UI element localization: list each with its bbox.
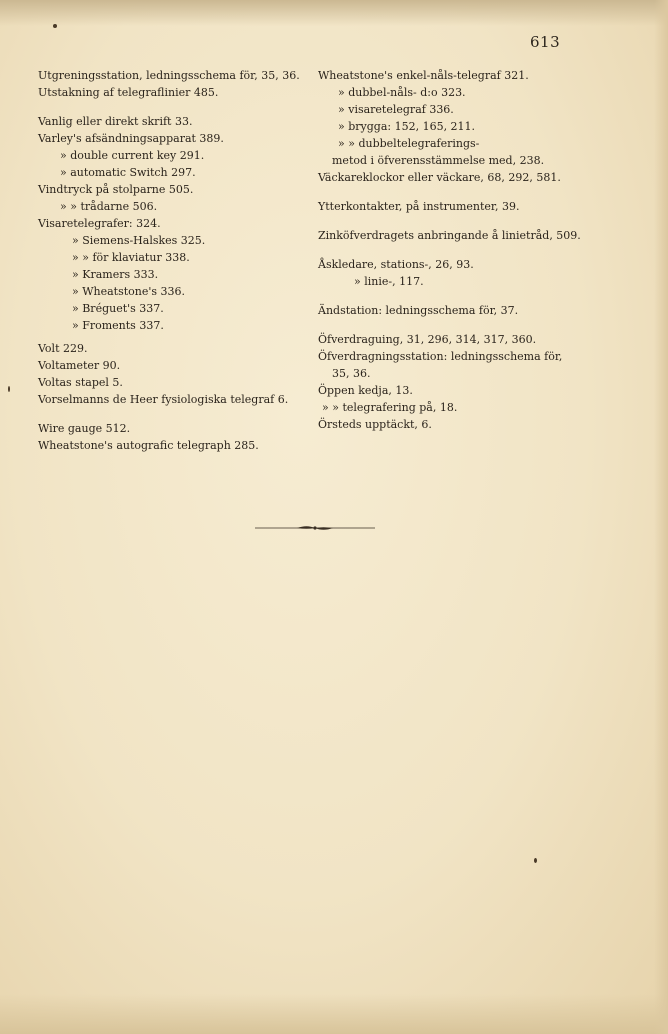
index-subentry: » Siemens-Halskes 325. [72, 234, 206, 247]
index-subentry: » » trådarne 506. [60, 200, 158, 213]
index-entry: Vanlig eller direkt skrift 33. [38, 115, 193, 128]
index-subentry: » linie-, 117. [354, 275, 424, 288]
index-entry: Varley's afsändningsapparat 389. [38, 132, 224, 145]
index-entry: Vindtryck på stolparne 505. [38, 183, 194, 196]
ink-spot [53, 24, 57, 28]
index-entry: Ytterkontakter, på instrumenter, 39. [318, 200, 520, 213]
index-entry: Vorselmanns de Heer fysiologiska telegraf 6. [38, 393, 289, 406]
index-subentry: » Froments 337. [72, 319, 164, 332]
index-entry: Visaretelegrafer: 324. [38, 217, 161, 230]
page-number: 613 [530, 33, 561, 51]
index-column-left [38, 67, 308, 454]
index-entry: Zinköfverdragets anbringande å linietråd, 509. [318, 229, 581, 242]
index-entry: Ändstation: ledningsschema för, 37. [318, 304, 519, 317]
index-entry: Utstakning af telegraflinier 485. [38, 86, 219, 99]
index-entry: Wheatstone's enkel-nåls-telegraf 321. [318, 69, 529, 82]
index-entry: Väckareklockor eller väckare, 68, 292, 581. [318, 171, 561, 184]
index-subentry: » Kramers 333. [72, 268, 159, 281]
index-entry: Voltas stapel 5. [38, 376, 123, 389]
entry-gap [318, 186, 618, 198]
index-entry: Öfverdragningsstation: ledningsschema för, [318, 350, 563, 363]
entry-gap [318, 244, 618, 256]
index-subentry: » » dubbeltelegraferings- [338, 137, 480, 150]
page-edge-bottom [0, 994, 668, 1034]
index-subentry: » brygga: 152, 165, 211. [338, 120, 476, 133]
entry-gap [318, 215, 618, 227]
index-entry: Wheatstone's autografic telegraph 285. [38, 439, 259, 452]
entry-gap [318, 290, 618, 302]
index-entry: Wire gauge 512. [38, 422, 131, 435]
page-edge-right [654, 0, 668, 1034]
index-subentry: » » telegrafering på, 18. [322, 401, 458, 414]
index-entry: Öppen kedja, 13. [318, 384, 413, 397]
index-subentry: » visaretelegraf 336. [338, 103, 454, 116]
index-entry: Utgreningsstation, ledningsschema för, 35, 36. [38, 69, 300, 82]
entry-gap [38, 101, 308, 113]
entry-gap [318, 319, 618, 331]
index-subentry-continued: metod i öfverensstämmelse med, 238. [332, 154, 545, 167]
index-subentry: » dubbel-nåls- d:o 323. [338, 86, 466, 99]
index-entry: Örsteds upptäckt, 6. [318, 418, 432, 431]
index-subentry: » Wheatstone's 336. [72, 285, 186, 298]
index-entry: Öfverdraguing, 31, 296, 314, 317, 360. [318, 333, 537, 346]
index-subentry: » automatic Switch 297. [60, 166, 196, 179]
page-edge-top [0, 0, 668, 26]
index-subentry: » double current key 291. [60, 149, 205, 162]
ink-spot [534, 858, 537, 863]
index-entry-continued: 35, 36. [332, 367, 371, 380]
index-subentry: » » för klaviatur 338. [72, 251, 190, 264]
section-end-ornament [255, 524, 375, 532]
index-entry: Volt 229. [38, 342, 88, 355]
index-entry: Åskledare, stations-, 26, 93. [318, 258, 474, 271]
index-column-right [318, 67, 618, 433]
ink-spot [8, 386, 10, 392]
index-subentry: » Bréguet's 337. [72, 302, 164, 315]
entry-gap [38, 408, 308, 420]
index-entry: Voltameter 90. [38, 359, 121, 372]
